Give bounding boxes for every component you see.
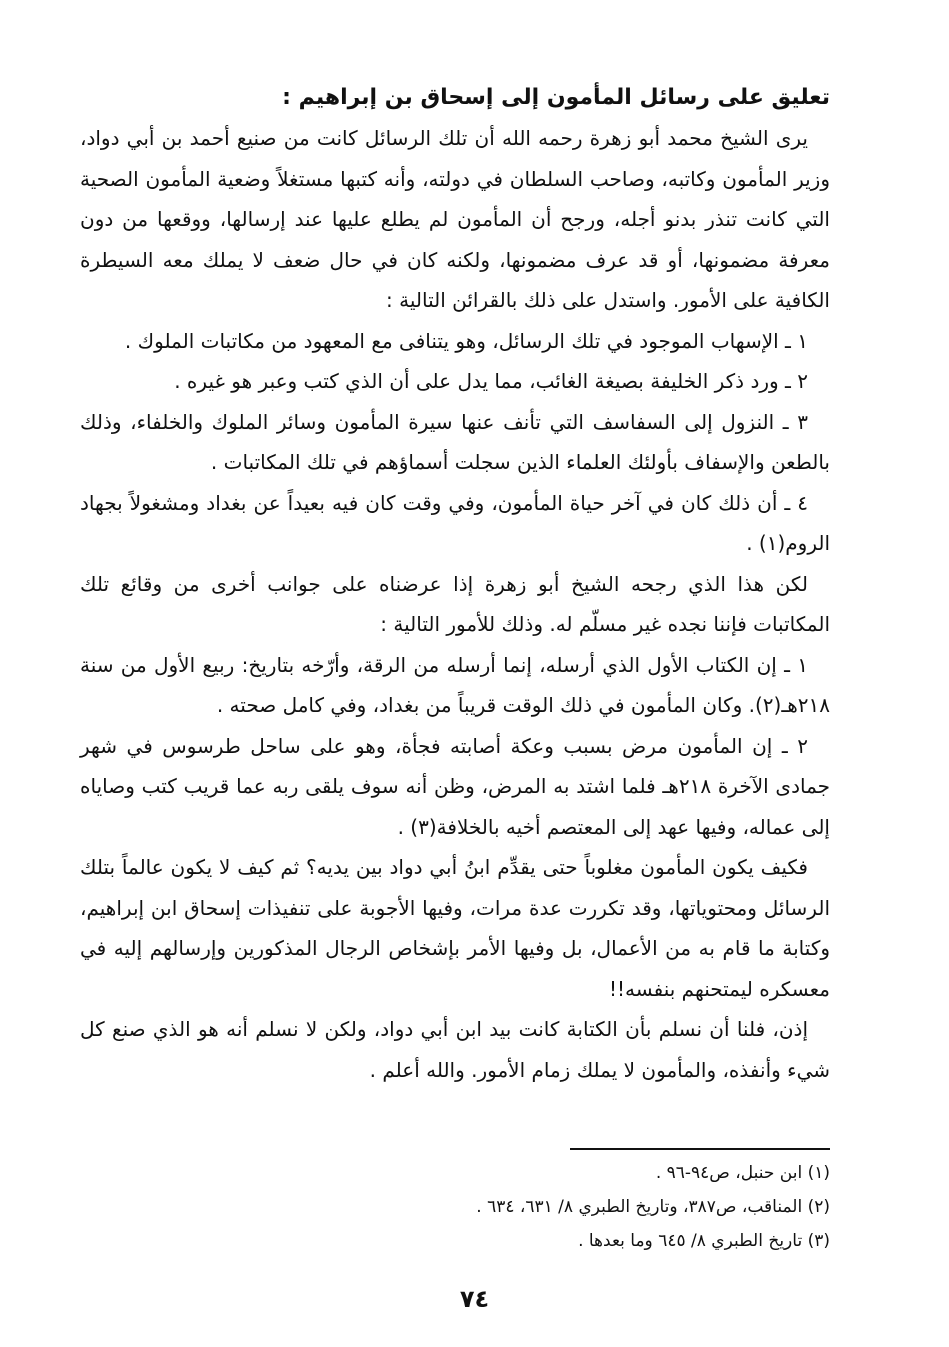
section-title: تعليق على رسائل المأمون إلى إسحاق بن إبراهيم : (282, 85, 830, 110)
list-item-b1: ١ ـ إن الكتاب الأول الذي أرسله، إنما أرسله من الرقة، وأرّخه بتاريخ: ربيع الأول من سنة ٢١٨هـ(٢). وكان المأمون في ذلك الوقت قريباً من بغداد، وفي كامل صحته . (80, 652, 830, 717)
list-item-4: ٤ ـ أن ذلك كان في آخر حياة المأمون، وفي وقت كان فيه بعيداً عن بغداد ومشغولاً بجهاد الروم(١) . (80, 490, 830, 555)
paragraph-3: فكيف يكون المأمون مغلوباً حتى يقدِّم ابنُ أبي دواد بين يديه؟ ثم كيف لا يكون عالماً بتلك الرسائل ومحتوياتها، وقد تكررت عدة مرات، وفيها الأجوبة على تنفيذات إسحاق ابن إبراهيم، وكتابة ما قام به من الأعمال، بل وفيها الأمر بإشخاص الرجال المذكورين وإرسالهم إليه في معسكره ليمتحنهم بنفسه!! (80, 855, 830, 1001)
list-item-1: ١ ـ الإسهاب الموجود في تلك الرسائل، وهو يتنافى مع المعهود من مكاتبات الملوك . (124, 328, 808, 353)
footnote-2: (٢) المناقب، ص٣٨٧، وتاريخ الطبري ٨/ ٦٣١، ٦٣٤ . (476, 1197, 830, 1217)
list-item-3: ٣ ـ النزول إلى السفاسف التي تأنف عنها سيرة المأمون وسائر الملوك والخلفاء، وذلك بالطعن والإسفاف بأولئك العلماء الذين سجلت أسماؤهم في تلك المكاتبات . (80, 409, 830, 474)
paragraph-1: يرى الشيخ محمد أبو زهرة رحمه الله أن تلك الرسائل كانت من صنيع أحمد بن أبي دواد، وزير المأمون وكاتبه، وصاحب السلطان في دولته، وأنه كتبها مستغلاً وضعية المأمون الصحية التي كانت تنذر بدنو أجله، ورجح أن المأمون لم يطلع عليها عند إرسالها، ووقعها من دون معرفة مضمونها، أو قد عرف مضمونها، ولكنه كان في حال ضعف لا يملك معه السيطرة الكافية على الأمور. واستدل على ذلك بالقرائن التالية : (80, 126, 830, 312)
paragraph-2: لكن هذا الذي رجحه الشيخ أبو زهرة إذا عرضناه على جوانب أخرى من وقائع تلك المكاتبات فإننا نجده غير مسلّم له. وذلك للأمور التالية : (80, 571, 830, 636)
list-item-2: ٢ ـ ورد ذكر الخليفة بصيغة الغائب، مما يدل على أن الذي كتب وعبر هو غيره . (174, 369, 808, 393)
list-item-b2: ٢ ـ إن المأمون مرض بسبب وعكة أصابته فجأة، وهو على ساحل طرسوس في شهر جمادى الآخرة ٢١٨هـ فلما اشتد به المرض، وظن أنه سوف يلقى ربه عما قريب كتب وصاياه إلى عماله، وفيها عهد إلى المعتصم أخيه بالخلافة(٣) . (80, 733, 830, 839)
page-number: ٧٤ (459, 1285, 490, 1313)
paragraph-4: إذن، فلنا أن نسلم بأن الكتابة كانت بيد ابن أبي دواد، ولكن لا نسلم أنه هو الذي صنع كل شيء وأنفذه، والمأمون لا يملك زمام الأمور. والله أعلم . (80, 1017, 830, 1082)
footnote-1: (١) ابن حنبل، ص٩٤-٩٦ . (655, 1163, 830, 1183)
footnote-divider (570, 1148, 830, 1150)
footnote-3: (٣) تاريخ الطبري ٨/ ٦٤٥ وما بعدها . (578, 1231, 830, 1251)
page-body (80, 78, 830, 1090)
footnotes (80, 1148, 830, 1258)
